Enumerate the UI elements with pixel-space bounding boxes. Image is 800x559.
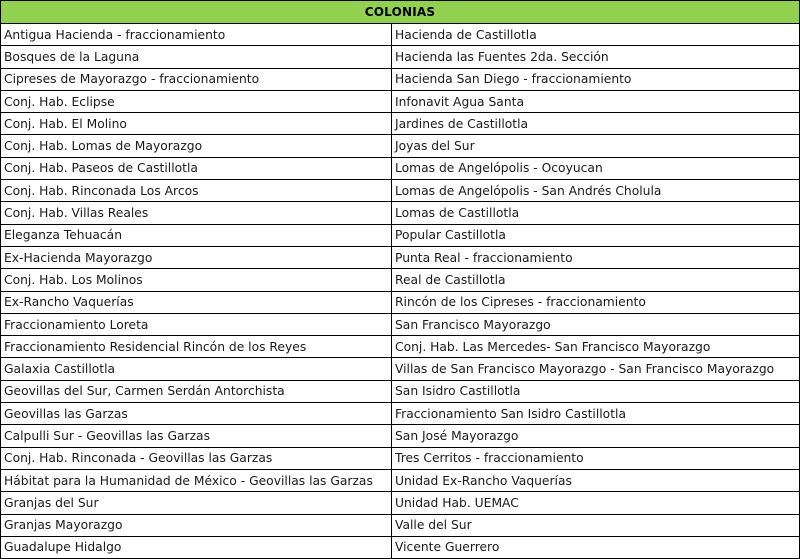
colonia-cell-left: Bosques de la Laguna bbox=[1, 46, 392, 68]
colonia-cell-left: Conj. Hab. El Molino bbox=[1, 113, 392, 135]
colonia-cell-right: Unidad Hab. UEMAC bbox=[392, 492, 800, 514]
colonia-cell-right: Valle del Sur bbox=[392, 514, 800, 536]
colonia-cell-left: Conj. Hab. Lomas de Mayorazgo bbox=[1, 135, 392, 157]
colonia-cell-left: Conj. Hab. Paseos de Castillotla bbox=[1, 157, 392, 179]
table-row bbox=[1, 336, 800, 358]
colonia-cell-left: Ex-Hacienda Mayorazgo bbox=[1, 246, 392, 268]
colonia-cell-left: Granjas Mayorazgo bbox=[1, 514, 392, 536]
colonia-cell-right: Tres Cerritos - fraccionamiento bbox=[392, 447, 800, 469]
table-row bbox=[1, 68, 800, 90]
colonia-cell-right: San Francisco Mayorazgo bbox=[392, 313, 800, 335]
table-row bbox=[1, 269, 800, 291]
colonia-cell-left: Calpulli Sur - Geovillas las Garzas bbox=[1, 425, 392, 447]
table-row bbox=[1, 469, 800, 491]
colonia-cell-left: Antigua Hacienda - fraccionamiento bbox=[1, 24, 392, 46]
table-row bbox=[1, 536, 800, 558]
colonia-cell-right: Hacienda las Fuentes 2da. Sección bbox=[392, 46, 800, 68]
colonia-cell-right: San Isidro Castillotla bbox=[392, 380, 800, 402]
colonia-cell-right: Real de Castillotla bbox=[392, 269, 800, 291]
colonia-cell-left: Geovillas del Sur, Carmen Serdán Antorchista bbox=[1, 380, 392, 402]
colonia-cell-left: Ex-Rancho Vaquerías bbox=[1, 291, 392, 313]
table-body bbox=[1, 24, 800, 559]
colonia-cell-left: Conj. Hab. Los Molinos bbox=[1, 269, 392, 291]
colonia-cell-right: Lomas de Angelópolis - San Andrés Cholula bbox=[392, 180, 800, 202]
table-row bbox=[1, 492, 800, 514]
colonia-cell-left: Hábitat para la Humanidad de México - Geovillas las Garzas bbox=[1, 469, 392, 491]
colonia-cell-right: Unidad Ex-Rancho Vaquerías bbox=[392, 469, 800, 491]
colonia-cell-left: Eleganza Tehuacán bbox=[1, 224, 392, 246]
colonia-cell-left: Granjas del Sur bbox=[1, 492, 392, 514]
colonia-cell-right: Lomas de Angelópolis - Ocoyucan bbox=[392, 157, 800, 179]
colonia-cell-right: Jardines de Castillotla bbox=[392, 113, 800, 135]
colonia-cell-left: Fraccionamiento Residencial Rincón de los Reyes bbox=[1, 336, 392, 358]
colonia-cell-right: San José Mayorazgo bbox=[392, 425, 800, 447]
table-row bbox=[1, 358, 800, 380]
colonia-cell-right: Lomas de Castillotla bbox=[392, 202, 800, 224]
header-row bbox=[1, 1, 800, 24]
colonia-cell-right: Popular Castillotla bbox=[392, 224, 800, 246]
colonia-cell-right: Joyas del Sur bbox=[392, 135, 800, 157]
colonia-cell-left: Conj. Hab. Rinconada Los Arcos bbox=[1, 180, 392, 202]
table-row bbox=[1, 46, 800, 68]
table-row bbox=[1, 180, 800, 202]
table-row bbox=[1, 291, 800, 313]
colonia-cell-right: Punta Real - fraccionamiento bbox=[392, 246, 800, 268]
table-row bbox=[1, 380, 800, 402]
colonia-cell-left: Fraccionamiento Loreta bbox=[1, 313, 392, 335]
table-row bbox=[1, 224, 800, 246]
colonia-cell-right: Conj. Hab. Las Mercedes- San Francisco Mayorazgo bbox=[392, 336, 800, 358]
colonia-cell-left: Cipreses de Mayorazgo - fraccionamiento bbox=[1, 68, 392, 90]
table-row bbox=[1, 514, 800, 536]
table-row bbox=[1, 447, 800, 469]
colonia-cell-right: Rincón de los Cipreses - fraccionamiento bbox=[392, 291, 800, 313]
colonia-cell-right: Hacienda de Castillotla bbox=[392, 24, 800, 46]
table-row bbox=[1, 90, 800, 112]
table-row bbox=[1, 113, 800, 135]
colonia-cell-left: Conj. Hab. Rinconada - Geovillas las Garzas bbox=[1, 447, 392, 469]
colonia-cell-right: Fraccionamiento San Isidro Castillotla bbox=[392, 403, 800, 425]
table-row bbox=[1, 246, 800, 268]
colonia-cell-left: Guadalupe Hidalgo bbox=[1, 536, 392, 558]
table-row bbox=[1, 313, 800, 335]
table-row bbox=[1, 202, 800, 224]
table-row bbox=[1, 24, 800, 46]
colonia-cell-right: Infonavit Agua Santa bbox=[392, 90, 800, 112]
table-row bbox=[1, 135, 800, 157]
table-row bbox=[1, 425, 800, 447]
colonia-cell-right: Villas de San Francisco Mayorazgo - San Francisco Mayorazgo bbox=[392, 358, 800, 380]
table-header: COLONIAS bbox=[1, 1, 800, 24]
colonia-cell-left: Conj. Hab. Eclipse bbox=[1, 90, 392, 112]
colonia-cell-left: Conj. Hab. Villas Reales bbox=[1, 202, 392, 224]
colonia-cell-left: Galaxia Castillotla bbox=[1, 358, 392, 380]
colonia-cell-right: Hacienda San Diego - fraccionamiento bbox=[392, 68, 800, 90]
table-row bbox=[1, 157, 800, 179]
colonia-cell-right: Vicente Guerrero bbox=[392, 536, 800, 558]
colonia-cell-left: Geovillas las Garzas bbox=[1, 403, 392, 425]
table-row bbox=[1, 403, 800, 425]
